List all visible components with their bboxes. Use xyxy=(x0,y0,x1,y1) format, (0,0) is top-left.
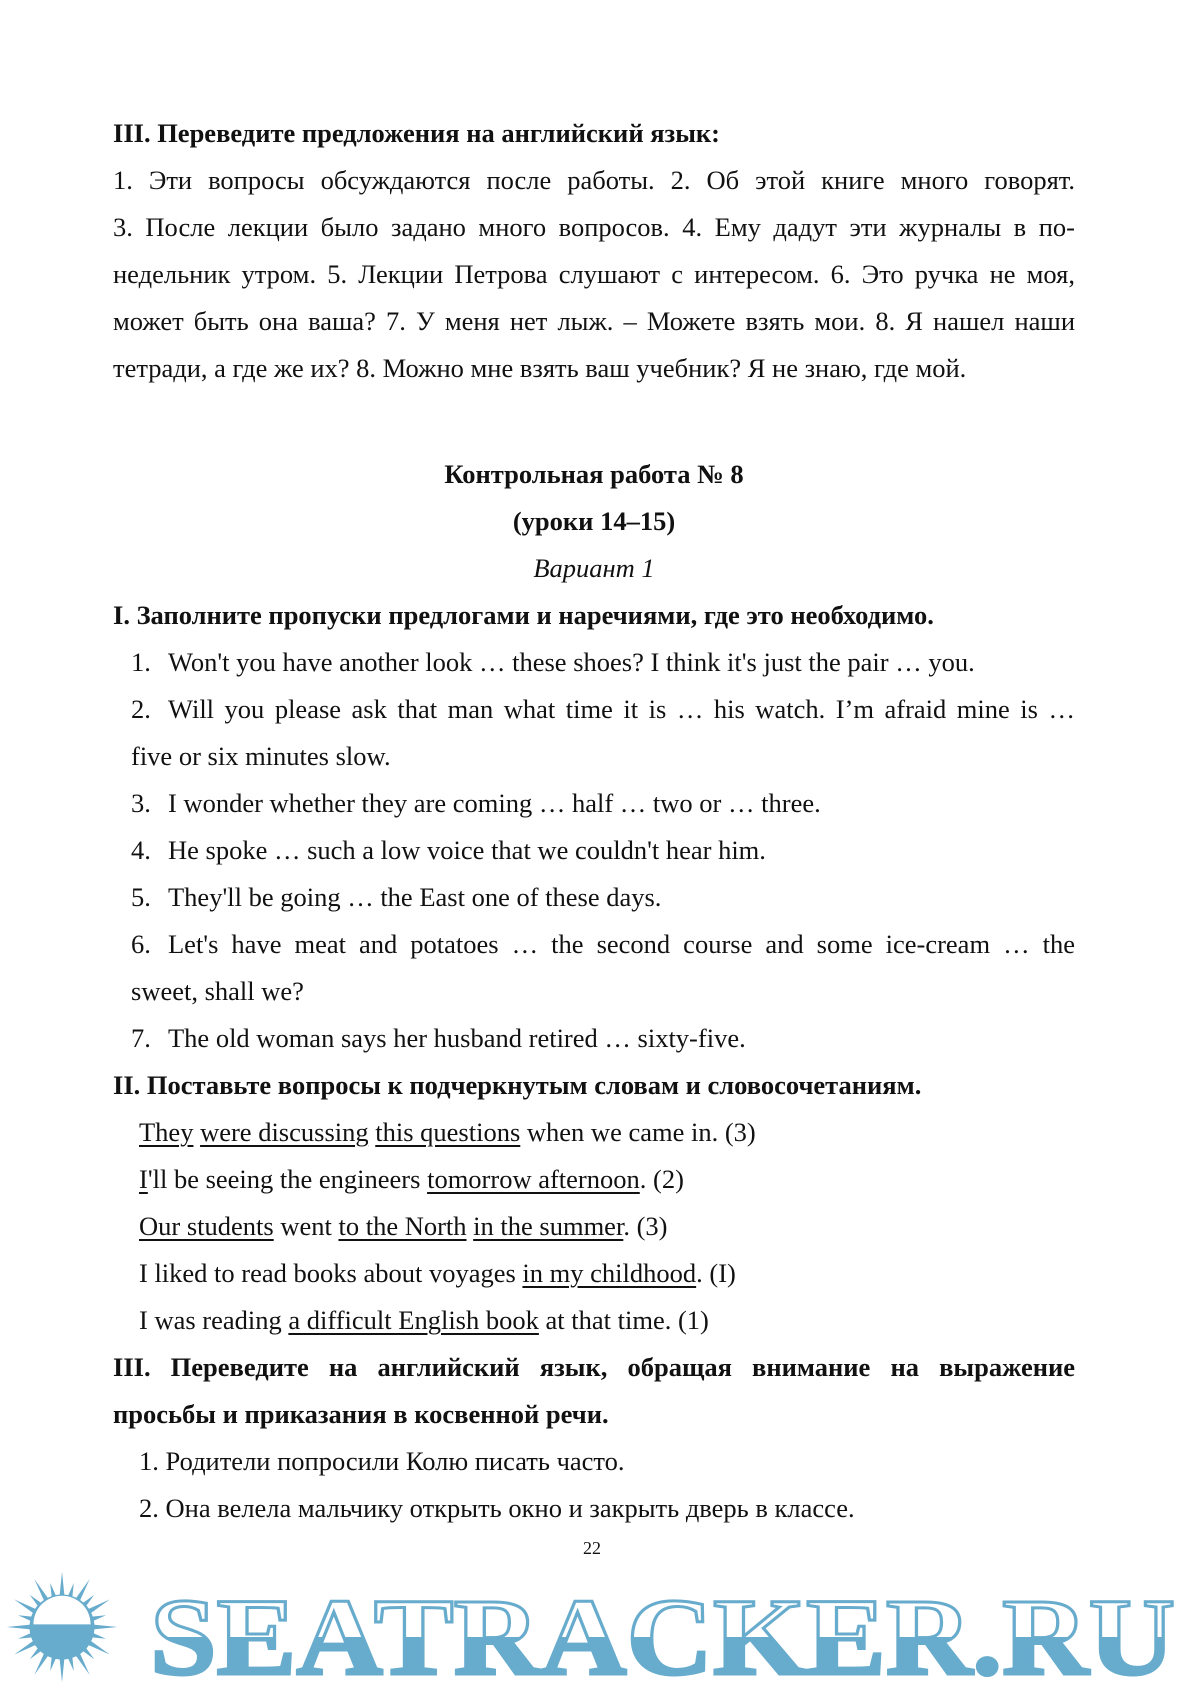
sun-ray xyxy=(59,1656,64,1682)
item-text: The old woman says her husband retired … sixty-five. xyxy=(168,1023,746,1053)
exercise-item-cont: five or six minutes slow. xyxy=(131,741,391,771)
section-heading: III. Переведите предложения на английский язык: xyxy=(113,118,720,148)
exercise-item xyxy=(113,874,1075,921)
item-text: Let's have meat and potatoes … the second course and some ice-cream … the xyxy=(168,929,1075,959)
sentence-text: I liked to read books about voyages xyxy=(139,1258,523,1288)
sentence xyxy=(113,1203,1075,1250)
item-number: 3. xyxy=(131,788,151,818)
test-title: Контрольная работа № 8 xyxy=(444,459,744,489)
item-number: 4. xyxy=(131,835,151,865)
document-page xyxy=(113,110,1075,1532)
exercise-item xyxy=(113,686,1075,733)
underlined-phrase: They xyxy=(139,1117,194,1147)
sentence-text: . (2) xyxy=(639,1164,684,1194)
item-number: 7. xyxy=(131,1023,151,1053)
sentence xyxy=(113,1156,1075,1203)
item-text: Won't you have another look … these shoes? I think it's just the pair … you. xyxy=(168,647,975,677)
test-variant: Вариант 1 xyxy=(533,553,655,583)
exercise-item xyxy=(113,827,1075,874)
exercise-item xyxy=(113,639,1075,686)
part1-heading: I. Заполните пропуски предлогами и наречиями, где это необходимо. xyxy=(113,600,934,630)
item-number: 6. xyxy=(131,929,151,959)
paragraph-line: тетради, а где же их? 8. Можно мне взять ваш учебник? Я не знаю, где мой. xyxy=(113,353,967,383)
item-number: 2. xyxy=(131,694,151,724)
underlined-phrase: a difficult English book xyxy=(288,1305,539,1335)
underlined-phrase: this questions xyxy=(375,1117,521,1147)
sentence-text: . (3) xyxy=(623,1211,668,1241)
sun-icon xyxy=(7,1572,118,1683)
paragraph-line: может быть она ваша? 7. У меня нет лыж. – Можете взять мои. 8. Я нашел наши xyxy=(113,306,1075,336)
sentence xyxy=(113,1297,1075,1344)
sun-ray xyxy=(91,1624,117,1629)
sun-ray xyxy=(59,1572,64,1598)
item-text: Will you please ask that man what time it is … his watch. I’m afraid mine is … xyxy=(168,694,1075,724)
paragraph-line: 3. После лекции было задано много вопросов. 4. Ему дадут эти журналы в по- xyxy=(113,212,1075,242)
underlined-phrase: in my childhood xyxy=(522,1258,697,1288)
sentence-text: went xyxy=(273,1211,339,1241)
underlined-phrase: in the summer xyxy=(473,1211,624,1241)
item-number: 1. xyxy=(131,647,151,677)
item-text: I wonder whether they are coming … half … two or … three. xyxy=(168,788,821,818)
watermark-text: SEATRACKER.RU xyxy=(150,1576,1175,1684)
sentence-text: at that time. (1) xyxy=(538,1305,709,1335)
paragraph-line: недельник утром. 5. Лекции Петрова слушают с интересом. 6. Это ручка не моя, xyxy=(113,259,1075,289)
test-lessons: (уроки 14–15) xyxy=(512,506,676,536)
exercise-item xyxy=(113,780,1075,827)
sentence xyxy=(113,1250,1075,1297)
exercise-item xyxy=(113,921,1075,968)
part2-sentences xyxy=(113,1109,1075,1344)
underlined-phrase: were discussing xyxy=(200,1117,369,1147)
part3-item: 1. Родители попросили Колю писать часто. xyxy=(139,1446,625,1476)
sentence-text: 'll be seeing the engineers xyxy=(147,1164,428,1194)
paragraph-line: 1. Эти вопросы обсуждаются после работы. 2. Об этой книге много говорят. xyxy=(113,165,1075,195)
part3-heading: III. Переведите на английский язык, обращая внимание на выражение xyxy=(113,1352,1075,1382)
item-text: They'll be going … the East one of these days. xyxy=(168,882,662,912)
sun-ray xyxy=(7,1624,33,1629)
underlined-phrase: Our students xyxy=(139,1211,274,1241)
part2-heading: II. Поставьте вопросы к подчеркнутым словам и словосочетаниям. xyxy=(113,1070,922,1100)
underlined-phrase: to the North xyxy=(338,1211,467,1241)
exercise-item-cont: sweet, shall we? xyxy=(131,976,304,1006)
sentence xyxy=(113,1109,1075,1156)
watermark-logo xyxy=(0,1570,1190,1684)
part1-items xyxy=(113,639,1075,1062)
item-number: 5. xyxy=(131,882,151,912)
part3-heading-cont: просьбы и приказания в косвенной речи. xyxy=(113,1399,609,1429)
sentence-text: . (I) xyxy=(696,1258,736,1288)
item-text: He spoke … such a low voice that we couldn't hear him. xyxy=(168,835,766,865)
underlined-phrase: I xyxy=(139,1164,148,1194)
sentence-text: when we came in. (3) xyxy=(520,1117,756,1147)
exercise-item xyxy=(113,1015,1075,1062)
part3-item: 2. Она велела мальчику открыть окно и закрыть дверь в классе. xyxy=(139,1493,855,1523)
sentence-text: I was reading xyxy=(139,1305,289,1335)
underlined-phrase: tomorrow afternoon xyxy=(427,1164,640,1194)
page-number: 22 xyxy=(583,1538,601,1558)
